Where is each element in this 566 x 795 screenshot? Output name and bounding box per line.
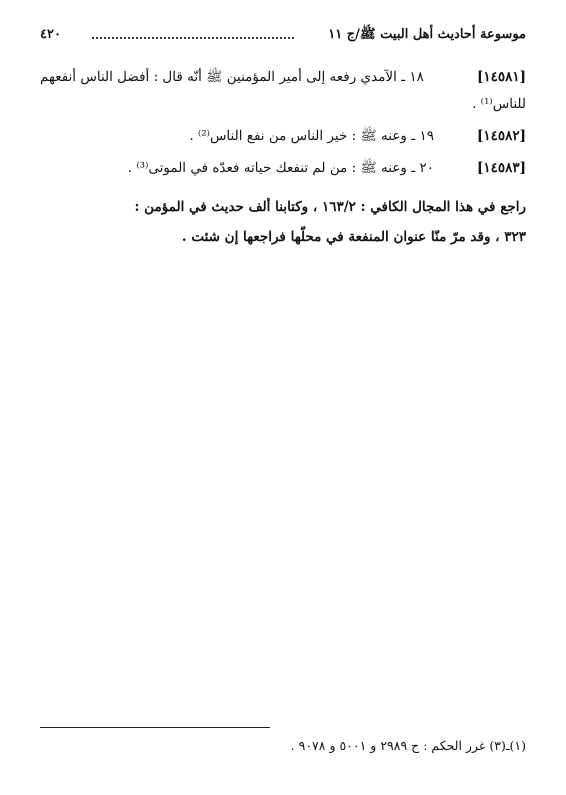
hadith-text: ١٨ ـ الآمدي رفعه إلى أمير المؤمنين ﷺ أنّه قال : أفضل الناس أنفعهم	[40, 69, 424, 85]
running-title: موسوعة أحاديث أهل البيت ﷺ/ج ١١	[328, 27, 526, 42]
dot-leader	[92, 37, 294, 39]
reference-number: [١٤٥٨٣]	[476, 160, 526, 176]
page-number: ٤٢٠	[40, 27, 61, 42]
reference-number: [١٤٥٨١]	[476, 69, 526, 85]
note-text: ٣٢٣ ، وقد مرّ منّا عنوان المنفعة في محلّها فراجعها إن شئت .	[181, 229, 526, 245]
hadith-text: ٢٠ ـ وعنه ﷺ : من لم تنفعك حياته فعدّه في الموتى⁽³⁾ .	[127, 160, 434, 176]
reference-number: [١٤٥٨٢]	[476, 128, 526, 144]
page-header	[40, 24, 526, 46]
note-text: راجع في هذا المجال الكافي : ١٦٣/٢ ، وكتابنا ألف حديث في المؤمن :	[134, 199, 526, 215]
hadith-text: للناس⁽¹⁾ .	[472, 96, 526, 112]
footnote: (١)ـ(٣) غرر الحكم : ح ٢٩٨٩ و ٥٠٠١ و ٩٠٧٨ .	[290, 738, 526, 753]
footnote-separator	[40, 727, 270, 728]
hadith-text: ١٩ ـ وعنه ﷺ : خير الناس من نفع الناس⁽²⁾ .	[189, 128, 434, 144]
